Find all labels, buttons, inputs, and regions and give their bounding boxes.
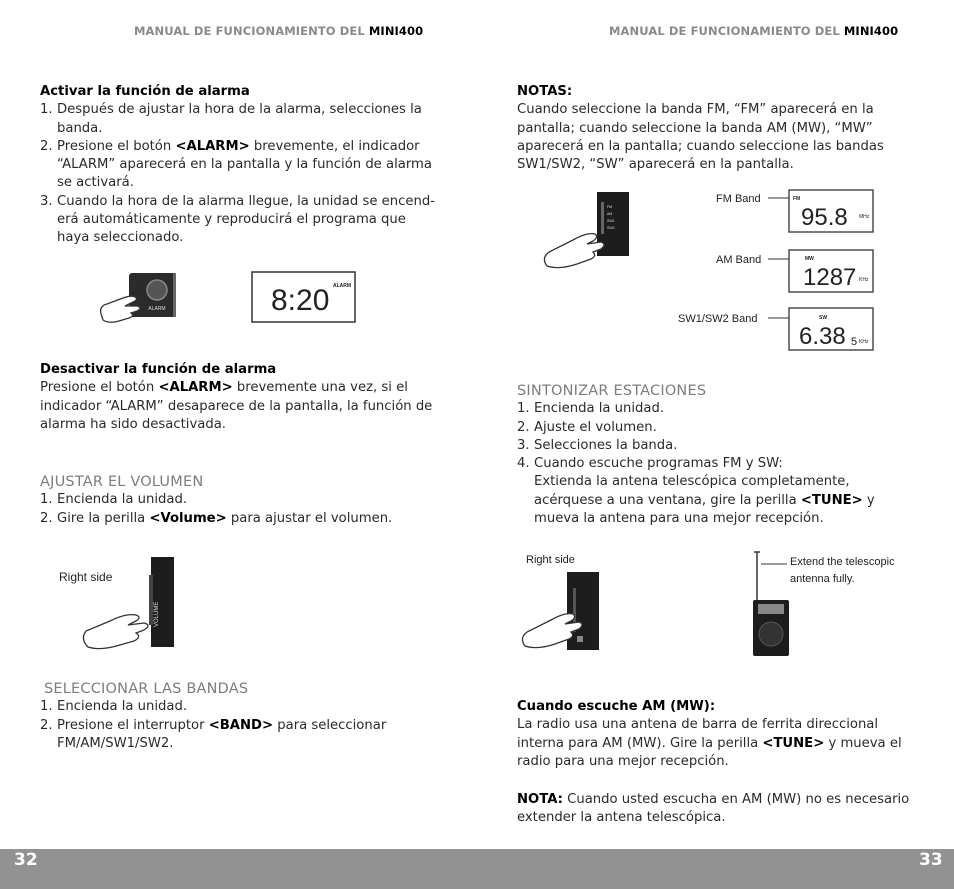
list-item: 3. Cuando la hora de la alarma llegue, la unidad se encend-erá automáticamente y reproducirá el programa que haya seleccionado. <box>40 193 435 246</box>
volume-title: AJUSTAR EL VOLUMEN <box>40 474 204 490</box>
fm-display-value: 95.8 <box>801 204 848 231</box>
alarm-off-title: Desactivar la función de alarma <box>40 362 277 377</box>
am-title: Cuando escuche AM (MW): <box>517 699 716 714</box>
volume-list <box>40 491 440 528</box>
notes-text: Cuando seleccione la banda FM, “FM” aparecerá en la pantalla; cuando seleccione la banda AM (MW), “MW” aparecerá en la pantalla; cuando seleccione las bandas SW1/SW2, “SW” aparecerá en la pantalla. <box>517 102 884 173</box>
am-section <box>517 698 917 771</box>
bands-section <box>40 680 440 753</box>
hand-pointer-icon <box>101 296 140 322</box>
alarm-on-list <box>40 101 440 247</box>
svg-text:FM: FM <box>607 205 613 209</box>
nota-section <box>517 791 917 828</box>
fm-band-label: FM Band <box>716 193 761 205</box>
bands-title: SELECCIONAR LAS BANDAS <box>44 681 249 697</box>
alarm-on-title: Activar la función de alarma <box>40 84 250 99</box>
bands-figure <box>517 180 882 355</box>
alarm-button-icon <box>147 280 167 300</box>
tuning-title: SINTONIZAR ESTACIONES <box>517 383 707 399</box>
svg-text:KHz: KHz <box>859 339 869 345</box>
nota-text: NOTA: Cuando usted escucha en AM (MW) no es necesario extender la antena telescópica. <box>517 792 910 826</box>
list-item: 2. Presione el botón <ALARM> brevemente, el indicador “ALARM” aparecerá en la pantalla y la función de alarma se activará. <box>40 138 432 191</box>
hand-pointer-icon <box>544 234 604 268</box>
svg-text:5: 5 <box>851 336 858 348</box>
alarm-off-section <box>40 361 440 434</box>
list-item: 2. Ajuste el volumen. <box>517 419 657 435</box>
antenna-label-line-1: Extend the telescopic <box>790 556 895 568</box>
svg-text:SW2: SW2 <box>607 226 615 230</box>
footer-bar <box>0 849 954 889</box>
list-item: 3. Selecciones la banda. <box>517 437 678 453</box>
antenna-label-line-2: antenna fully. <box>790 573 855 585</box>
volume-section <box>40 473 440 528</box>
svg-text:MW: MW <box>805 256 814 262</box>
notes-section <box>517 83 917 174</box>
alarm-display-indicator: ALARM <box>333 283 352 289</box>
svg-text:KHz: KHz <box>859 277 869 283</box>
alarm-display-time: 8:20 <box>271 284 330 317</box>
header-right: MANUAL DE FUNCIONAMIENTO DEL MINI400 <box>609 24 899 38</box>
list-item: 2. Presione el interruptor <BAND> para seleccionar FM/AM/SW1/SW2. <box>40 717 387 751</box>
header-left: MANUAL DE FUNCIONAMIENTO DEL MINI400 <box>134 24 424 38</box>
list-item: 1. Después de ajustar la hora de la alarma, selecciones la banda. <box>40 102 422 136</box>
list-item: 1. Encienda la unidad. <box>40 492 188 508</box>
alarm-off-text: Presione el botón <ALARM> brevemente una vez, si el indicador “ALARM” desaparece de la pantalla, la función de alarma ha sido desactivada. <box>40 380 433 432</box>
page-number-left: 32 <box>14 850 38 870</box>
tuning-section <box>517 382 917 528</box>
volume-knob-label: VOLUME <box>154 601 160 627</box>
list-item: 1. Encienda la unidad. <box>517 401 665 417</box>
am-band-label: AM Band <box>716 254 762 266</box>
speaker-icon <box>759 622 783 646</box>
svg-text:SW1: SW1 <box>607 219 615 223</box>
sw-band-label: SW1/SW2 Band <box>678 313 758 325</box>
list-item: 4. Cuando escuche programas FM y SW: <box>517 456 783 472</box>
svg-text:AM: AM <box>607 212 613 216</box>
svg-text:SW: SW <box>819 315 828 321</box>
alarm-on-section <box>40 83 440 248</box>
tuning-figure <box>517 548 917 660</box>
list-item: 2. Gire la perilla <Volume> para ajustar el volumen. <box>40 510 393 526</box>
volume-figure <box>56 555 186 650</box>
am-text: La radio usa una antena de barra de ferrita direccional interna para AM (MW). Gire la perilla <TUNE> y mueva el radio para una mejor recepción. <box>517 717 902 769</box>
right-side-label: Right side <box>526 554 575 566</box>
hand-pointer-icon <box>83 615 148 649</box>
bands-list <box>40 698 440 753</box>
tuning-list <box>517 400 917 473</box>
volume-figure-label: Right side <box>59 570 113 584</box>
svg-text:FM: FM <box>793 196 801 202</box>
sw-display-value: 6.38 <box>799 323 846 350</box>
notes-title: NOTAS: <box>517 84 573 99</box>
page-number-right: 33 <box>919 850 943 870</box>
list-item: 1. Encienda la unidad. <box>40 699 188 715</box>
tuning-sub-text: Extienda la antena telescópica completamente, acérquese a una ventana, gire la perilla <TUNE> y mueva la antena para una mejor recepción. <box>534 474 875 527</box>
alarm-figure <box>95 268 365 330</box>
am-display-value: 1287 <box>803 264 857 291</box>
alarm-button-label: ALARM <box>148 306 166 312</box>
svg-text:MHz: MHz <box>859 214 870 220</box>
